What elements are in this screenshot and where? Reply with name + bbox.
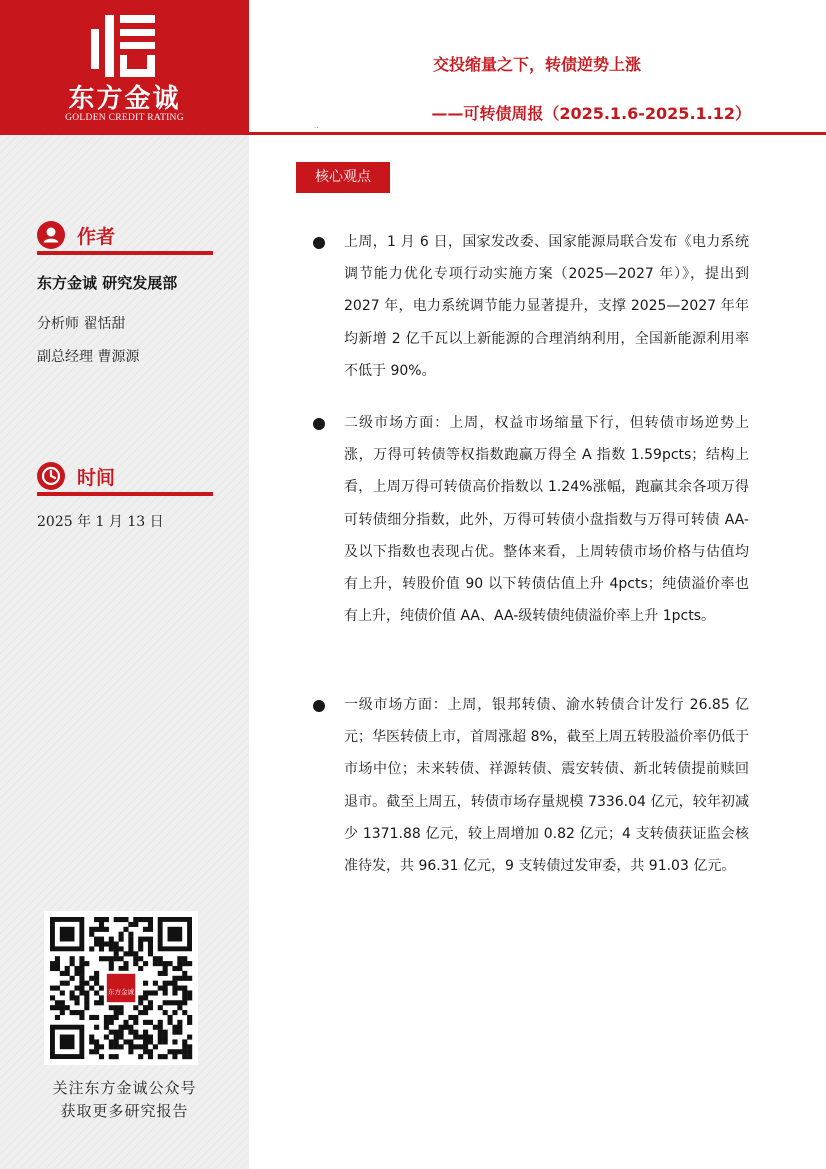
- qr-code-icon: [44, 911, 198, 1065]
- time-heading: [37, 460, 213, 496]
- header-mark: ..: [314, 122, 319, 130]
- bullet-dot-1: [313, 237, 325, 249]
- bullet-dot-3: [313, 700, 325, 712]
- author-heading: [37, 219, 213, 255]
- core-views-badge: 核心观点: [296, 162, 390, 193]
- clock-icon: [37, 462, 65, 490]
- logo-emblem-icon: [91, 15, 155, 77]
- bullet-paragraph-3: 一级市场方面：上周，银邦转债、渝水转债合计发行 26.85 亿元；华医转债上市，首周涨超 8%，截至上周五转股溢价率仍低于市场中位；未来转债、祥源转债、震安转债、新北转债提前赎回退市。截至上周五，转债市场存量规模 7336.04 亿元，较年初减少 1371.88 亿元，较上周增加 0.82 亿元；4 支转债获证监会核准待发，共 96.31 亿元，9 支转债过发审委，共 91.03 亿元。: [344, 697, 749, 875]
- bullet-dot-2: [313, 418, 325, 430]
- report-date: 2025 年 1 月 13 日: [37, 514, 164, 530]
- sidebar: [0, 0, 249, 1169]
- qr-caption-line-2: 获取更多研究报告: [60, 1102, 189, 1120]
- bullet-paragraph-1: 上周，1 月 6 日，国家发改委、国家能源局联合发布《电力系统调节能力优化专项行动实施方案（2025—2027 年）》，提出到 2027 年，电力系统调节能力显著提升，支撑 2025—2027 年年均新增 2 亿千瓦以上新能源的合理消纳利用，全国新能源利用率不低于 90%。: [344, 234, 749, 379]
- brand-name-en: GOLDEN CREDIT RATING: [65, 113, 184, 123]
- report-title: 交投缩量之下，转债逆势上涨: [432, 55, 641, 74]
- author-heading-label: 作者: [77, 226, 116, 248]
- bullet-paragraph-2: 二级市场方面：上周，权益市场缩量下行，但转债市场逆势上涨，万得可转债等权指数跑赢万得全 A 指数 1.59pcts；结构上看，上周万得可转债高价指数以 1.24%涨幅，跑赢其余各项万得可转债细分指数，此外，万得可转债小盘指数与万得可转债 AA-及以下指数也表现占优。整体来看，上周转债市场价格与估值均有上升，转股价值 90 以下转债估值上升 4pcts；纯债溢价率也有上升，纯债价值 AA、AA-级转债纯债溢价率上升 1pcts。: [344, 415, 749, 625]
- qr-caption-line-1: 关注东方金诚公众号: [52, 1079, 197, 1097]
- analyst-name: 分析师 翟恬甜: [37, 316, 126, 332]
- time-heading-label: 时间: [77, 467, 116, 489]
- report-subtitle: ——可转债周报（2025.1.6-2025.1.12）: [431, 104, 751, 123]
- person-icon: [37, 221, 65, 249]
- brand-logo: [0, 0, 249, 135]
- header-divider: [249, 132, 826, 135]
- deputy-manager-name: 副总经理 曹源源: [37, 349, 140, 365]
- brand-name-cn: 东方金诚: [68, 84, 181, 114]
- department: 东方金诚 研究发展部: [37, 274, 178, 292]
- qr-center-logo-text: 东方金诚: [108, 988, 134, 996]
- qr-code: [44, 911, 198, 1065]
